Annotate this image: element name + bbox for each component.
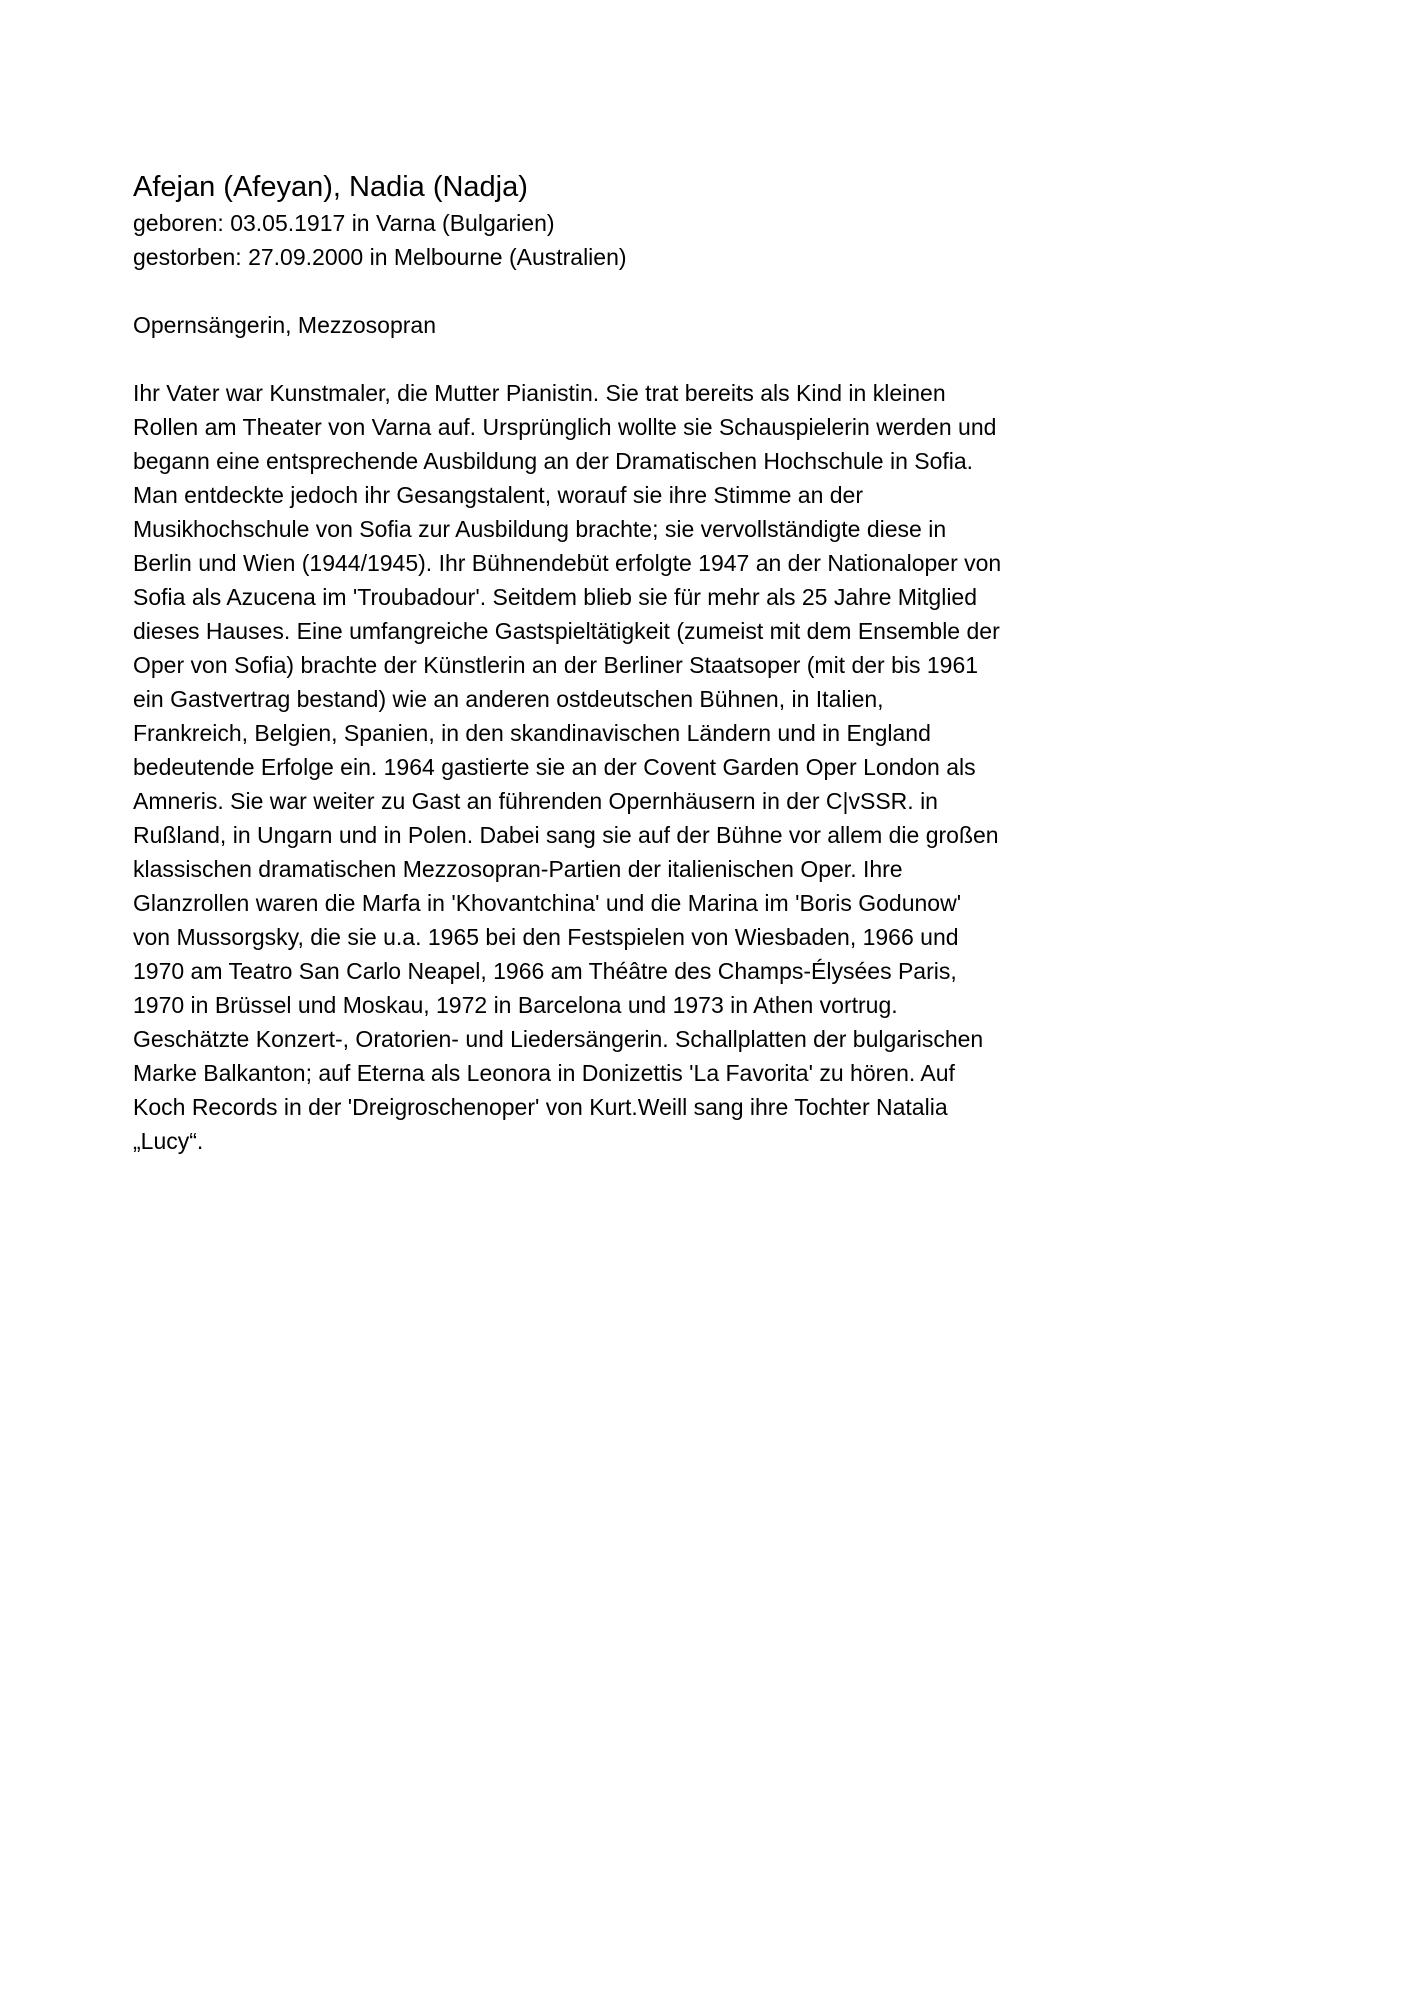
died-line: gestorben: 27.09.2000 in Melbourne (Australien) — [133, 244, 627, 270]
biography-line: begann eine entsprechende Ausbildung an der Dramatischen Hochschule in Sofia. — [133, 448, 974, 474]
profession-line: Opernsängerin, Mezzosopran — [133, 312, 436, 338]
biography-line: dieses Hauses. Eine umfangreiche Gastspieltätigkeit (zumeist mit dem Ensemble der — [133, 618, 1000, 644]
spacer — [133, 342, 1033, 376]
biography-line: von Mussorgsky, die sie u.a. 1965 bei den Festspielen von Wiesbaden, 1966 und — [133, 924, 959, 950]
biography-line: Man entdeckte jedoch ihr Gesangstalent, worauf sie ihre Stimme an der — [133, 482, 863, 508]
biography-line: Geschätzte Konzert-, Oratorien- und Liedersängerin. Schallplatten der bulgarischen — [133, 1026, 984, 1052]
biography-line: Sofia als Azucena im 'Troubadour'. Seitdem blieb sie für mehr als 25 Jahre Mitglied — [133, 584, 978, 610]
biography-line: 1970 in Brüssel und Moskau, 1972 in Barcelona und 1973 in Athen vortrug. — [133, 992, 898, 1018]
biography-line: Ihr Vater war Kunstmaler, die Mutter Pianistin. Sie trat bereits als Kind in kleinen — [133, 380, 946, 406]
biography-line: 1970 am Teatro San Carlo Neapel, 1966 am Théâtre des Champs-Élysées Paris, — [133, 958, 957, 984]
biography-line: Berlin und Wien (1944/1945). Ihr Bühnendebüt erfolgte 1947 an der Nationaloper von — [133, 550, 1002, 576]
biography-line: „Lucy“. — [133, 1128, 204, 1154]
biography-line: ein Gastvertrag bestand) wie an anderen ostdeutschen Bühnen, in Italien, — [133, 686, 884, 712]
biography-text — [133, 376, 1033, 1158]
biography-line: Frankreich, Belgien, Spanien, in den skandinavischen Ländern und in England — [133, 720, 931, 746]
born-line: geboren: 03.05.1917 in Varna (Bulgarien) — [133, 210, 555, 236]
biography-line: Koch Records in der 'Dreigroschenoper' von Kurt.Weill sang ihre Tochter Natalia — [133, 1094, 948, 1120]
biography-line: Oper von Sofia) brachte der Künstlerin an der Berliner Staatsoper (mit der bis 1961 — [133, 652, 979, 678]
biography-line: Musikhochschule von Sofia zur Ausbildung brachte; sie vervollständigte diese in — [133, 516, 947, 542]
biography-line: Amneris. Sie war weiter zu Gast an führenden Opernhäusern in der C|vSSR. in — [133, 788, 938, 814]
biography-line: Marke Balkanton; auf Eterna als Leonora in Donizettis 'La Favorita' zu hören. Auf — [133, 1060, 955, 1086]
biography-line: Rußland, in Ungarn und in Polen. Dabei sang sie auf der Bühne vor allem die großen — [133, 822, 999, 848]
biography-line: Glanzrollen waren die Marfa in 'Khovantchina' und die Marina im 'Boris Godunow' — [133, 890, 962, 916]
biography-line: Rollen am Theater von Varna auf. Ursprünglich wollte sie Schauspielerin werden und — [133, 414, 997, 440]
document-content — [133, 168, 1033, 1158]
page-title: Afejan (Afeyan), Nadia (Nadja) — [133, 171, 528, 203]
biography-line: klassischen dramatischen Mezzosopran-Partien der italienischen Oper. Ihre — [133, 856, 903, 882]
biography-line: bedeutende Erfolge ein. 1964 gastierte sie an der Covent Garden Oper London als — [133, 754, 976, 780]
spacer — [133, 274, 1033, 308]
